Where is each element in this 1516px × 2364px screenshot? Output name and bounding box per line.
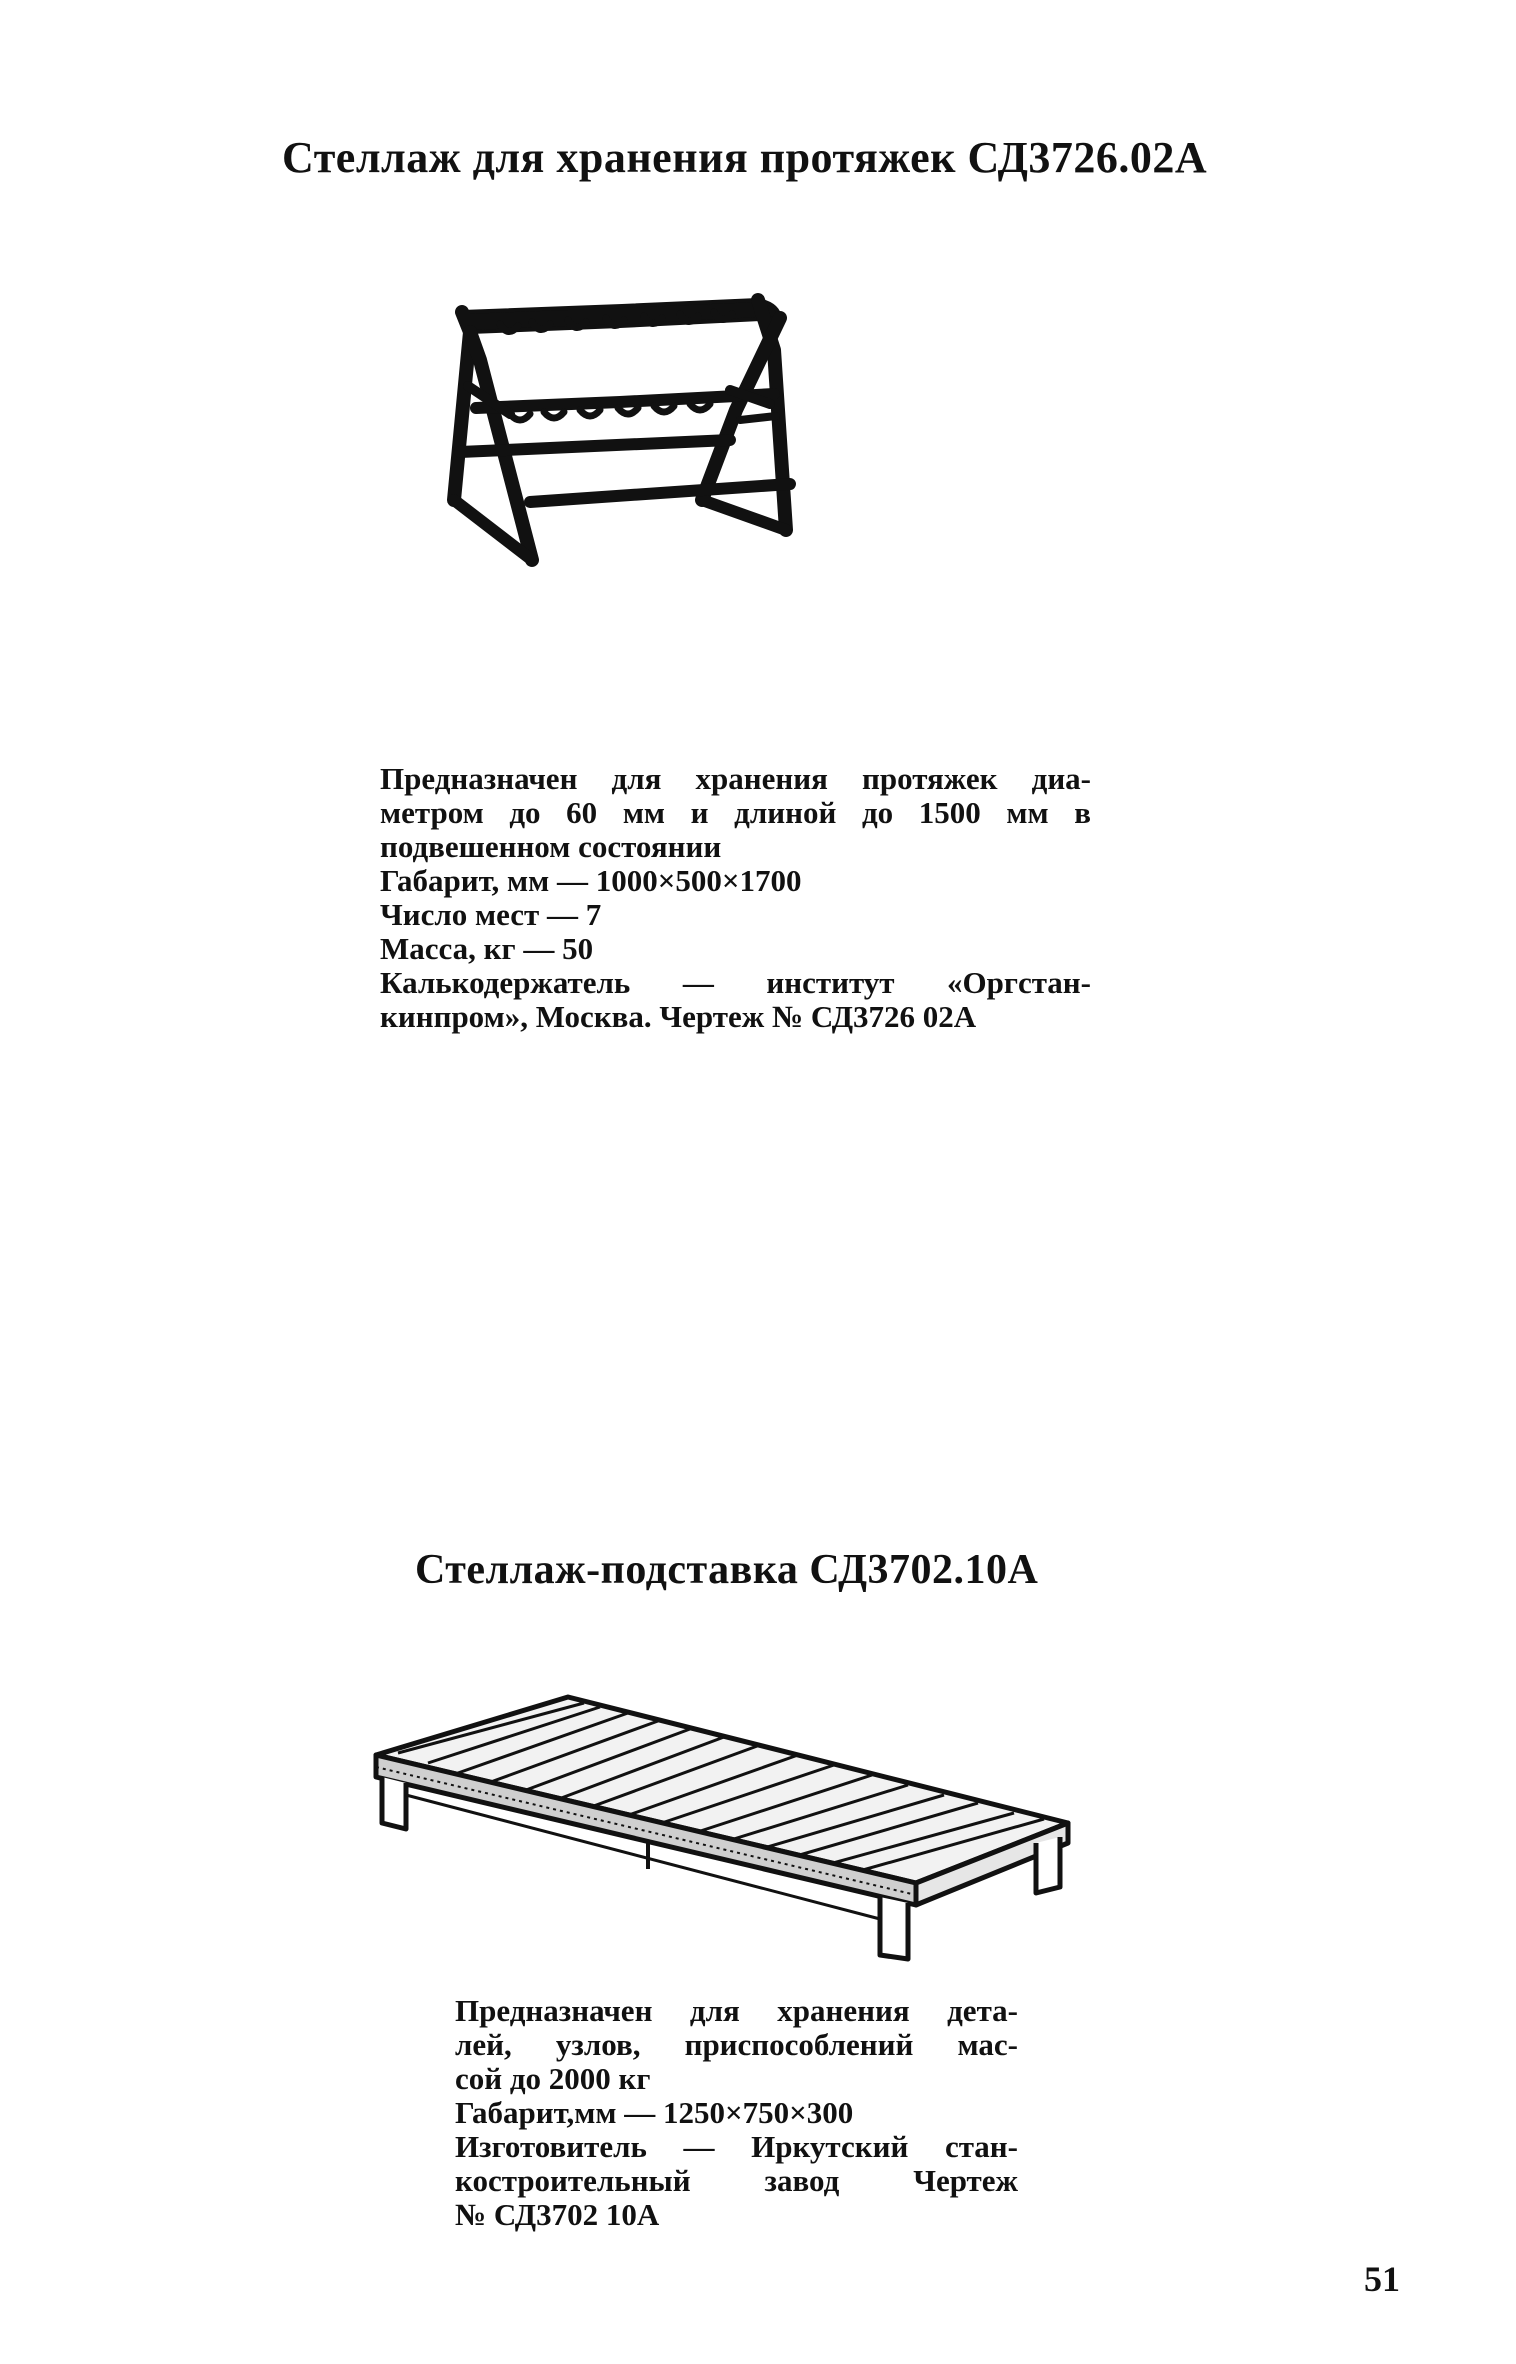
item-2-purpose-line: лей, узлов, приспособлений мас- [455,2027,1018,2062]
item-1-source-line: кинпром», Москва. Чертеж № СД3726 02А [380,999,977,1034]
item-2-source-line: № СД3702 10А [455,2197,660,2232]
item-1-source-line: Калькодержатель — институт «Оргстан- [380,965,1091,1000]
item-1-dimensions: Габарит, мм — 1000×500×1700 [380,863,802,898]
broach-storage-rack-illustration [440,290,1010,710]
item-2-source-line: Изготовитель — Иркутский стан- [455,2129,1018,2164]
item-1-purpose-line: Предназначен для хранения протяжек диа- [380,761,1091,796]
item-1-purpose-line: подвешенном состоянии [380,829,722,864]
item-1-description [380,762,1091,1034]
item-1-mass: Масса, кг — 50 [380,931,594,966]
stand-platform-illustration [368,1683,1088,1968]
item-1-purpose-line: метром до 60 мм и длиной до 1500 мм в [380,795,1091,830]
item-1-places: Число мест — 7 [380,897,602,932]
item-2-description [455,1994,1018,2232]
item-2-dimensions: Габарит,мм — 1250×750×300 [455,2095,854,2130]
item-2-purpose-line: Предназначен для хранения дета- [455,1993,1018,2028]
page-number: 51 [1364,2259,1400,2299]
item-2-source-line: костроительный завод Чертеж [455,2163,1018,2198]
item-2-title: Стеллаж-подставка СД3702.10А [415,1547,1039,1593]
item-2-purpose-line: сой до 2000 кг [455,2061,651,2096]
item-1-title: Стеллаж для хранения протяжек СД3726.02А [282,133,1208,182]
